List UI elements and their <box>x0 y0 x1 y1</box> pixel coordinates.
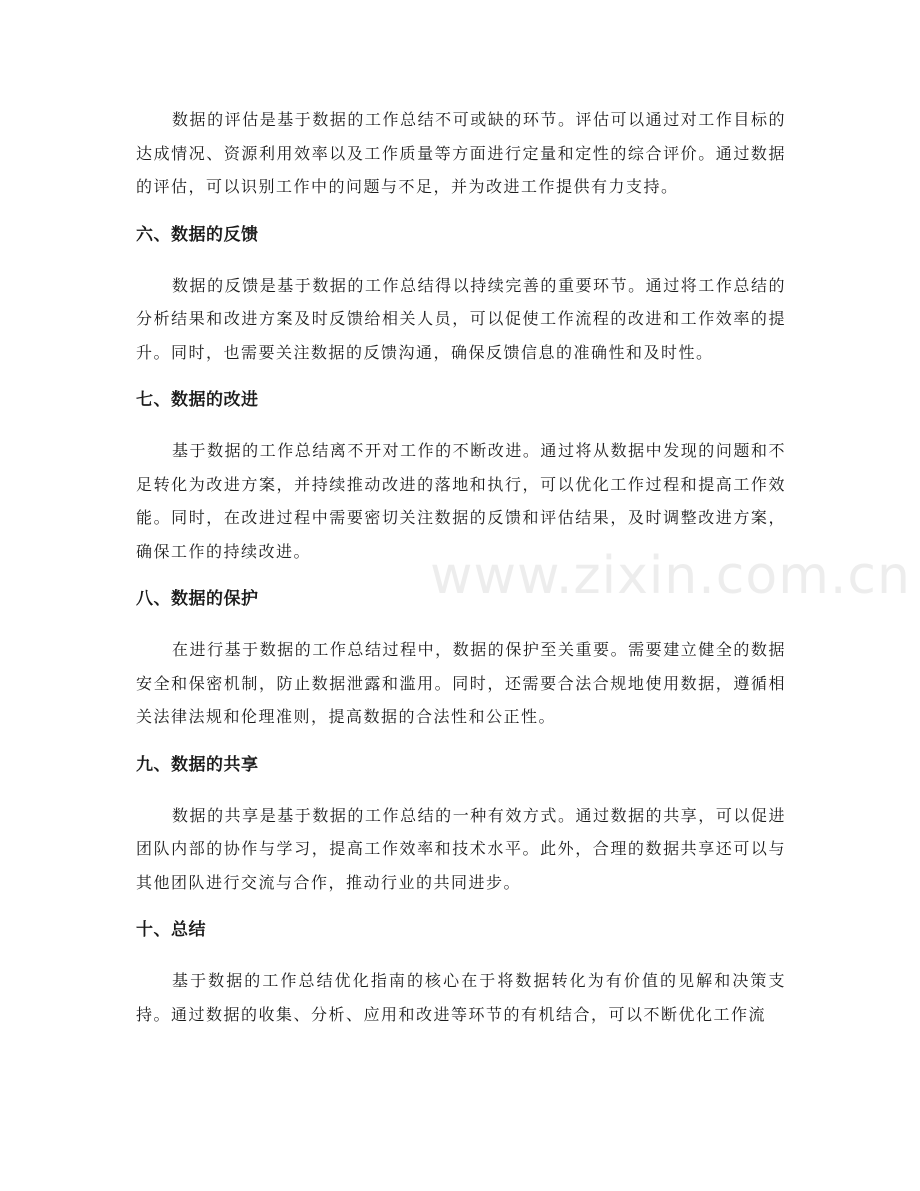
heading-improvement: 七、数据的改进 <box>136 390 259 410</box>
paragraph-feedback: 数据的反馈是基于数据的工作总结得以持续完善的重要环节。通过将工作总结的分析结果和改进方案及时反馈给相关人员，可以促使工作流程的改进和工作效率的提升。同时，也需要关注数据的反馈沟通，确保反馈信息的准确性和及时性。 <box>136 275 786 362</box>
paragraph-summary: 基于数据的工作总结优化指南的核心在于将数据转化为有价值的见解和决策支持。通过数据的收集、分析、应用和改进等环节的有机结合，可以不断优化工作流 <box>136 971 786 1024</box>
heading-feedback: 六、数据的反馈 <box>136 224 259 245</box>
paragraph-sharing: 数据的共享是基于数据的工作总结的一种有效方式。通过数据的共享，可以促进团队内部的协作与学习，提高工作效率和技术水平。此外，合理的数据共享还可以与其他团队进行交流与合作，推动行业的共同进步。 <box>136 805 786 892</box>
paragraph-evaluation: 数据的评估是基于数据的工作总结不可或缺的环节。评估可以通过对工作目标的达成情况、资源利用效率以及工作质量等方面进行定量和定性的综合评价。通过数据的评估，可以识别工作中的问题与不足，并为改进工作提供有力支持。 <box>136 110 786 196</box>
heading-sharing: 九、数据的共享 <box>136 754 259 775</box>
paragraph-improvement: 基于数据的工作总结离不开对工作的不断改进。通过将从数据中发现的问题和不足转化为改进方案，并持续推动改进的落地和执行，可以优化工作过程和提高工作效能。同时，在改进过程中需要密切关注数据的反馈和评估结果，及时调整改进方案，确保工作的持续改进。 <box>136 441 786 561</box>
watermark: www.zixin.com.cn <box>430 546 911 606</box>
paragraph-protection: 在进行基于数据的工作总结过程中，数据的保护至关重要。需要建立健全的数据安全和保密机制，防止数据泄露和滥用。同时，还需要合法合规地使用数据，遵循相关法律法规和伦理准则，提高数据的合法性和公正性。 <box>136 640 786 726</box>
heading-protection: 八、数据的保护 <box>136 589 259 609</box>
heading-summary: 十、总结 <box>136 920 206 940</box>
